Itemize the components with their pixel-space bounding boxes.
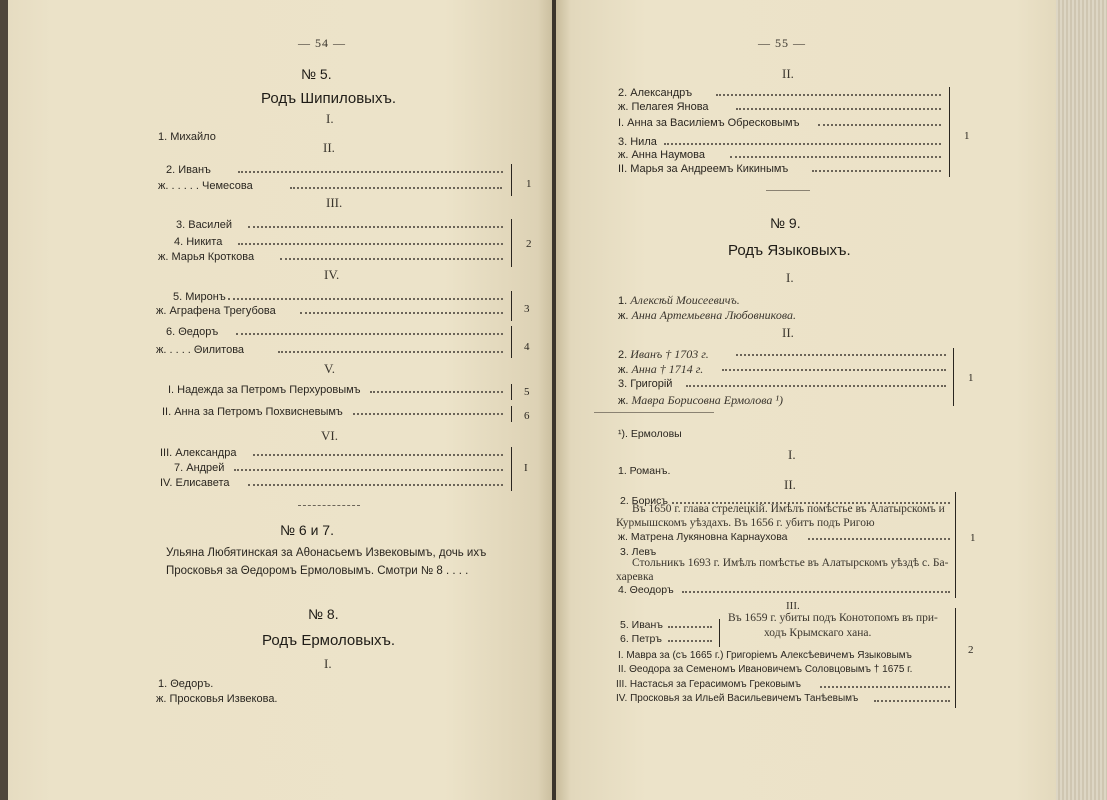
generation-numeral: I. [324,656,332,671]
brace [508,326,512,358]
generation-numeral: I. [788,447,796,462]
text-line: Ульяна Любятинская за Аθонасьемъ Извековымъ, дочь ихъ [166,547,487,559]
family-number: 2 [526,238,532,250]
family-number: 1 [968,372,974,384]
footnote-title: ¹). Ермоловы [618,428,682,440]
leader-dots [248,483,503,486]
generation-numeral: I. [326,111,334,126]
person-name: Иванъ † 1703 г. [630,347,709,361]
section-title: Родъ Шипиловыхъ. [261,90,397,107]
leader-dots [300,311,503,314]
separator-rule [766,190,810,191]
leader-dots [236,332,503,335]
family-number: 5 [524,386,530,398]
section-title: Родъ Ермоловыхъ. [262,632,396,649]
brace [508,447,512,491]
leader-dots [238,170,503,173]
entry-prefix: 1. [618,295,628,307]
daughter-entry: II. Θеодора за Семеномъ Ивановичемъ Соловцовымъ † 1675 г. [618,664,913,675]
person-entry: 4. Θеодоръ [618,584,674,596]
family-number: 1 [964,130,970,142]
person-entry: 1. Михайло [158,131,216,143]
person-entry: 1. Романъ. [618,465,671,477]
daughter-entry: I. Мавра за (съ 1665 г.) Григоріемъ Алексѣевичемъ Языковымъ [618,650,912,661]
person-name: Мавра Борисовна Ермолова ¹) [631,393,783,407]
person-name: Алексѣй Моисеевичъ. [630,293,740,307]
brace [508,164,512,196]
family-number: 3 [524,303,530,315]
leader-dots [228,297,503,300]
leader-dots [238,242,503,245]
person-entry [618,347,709,362]
family-number: 4 [524,341,530,353]
spouse-entry: ж. Аграфена Трегубова [156,305,276,317]
note-text: ходъ Крымскаго хана. [764,627,872,639]
spouse-entry: ж. . . . . Θилитова [156,344,245,356]
generation-numeral: III. [326,195,343,210]
spouse-entry [618,308,796,323]
person-entry: 2. Иванъ [166,164,211,176]
person-name: Анна † 1714 г. [631,362,704,376]
family-number: 1 [526,178,532,190]
leader-dots [716,93,941,96]
generation-numeral: II. [782,66,794,81]
spouse-entry: ж. Пелагея Янова [618,101,709,113]
brace [508,384,512,400]
person-entry: 5. Миронъ [173,291,226,303]
spouse-entry [618,393,783,408]
left-page [8,0,554,800]
leader-dots [812,169,941,172]
daughter-entry: IV. Елисавета [160,477,230,489]
brace [508,219,512,267]
leader-dots [736,107,941,110]
section-title: Родъ Языковыхъ. [728,242,851,259]
person-entry: 5. Иванъ [620,619,663,631]
person-entry: 3. Григорій [618,378,673,390]
leader-dots [736,353,946,356]
leader-dots [682,590,950,593]
leader-dots [730,155,941,158]
spouse-entry: ж. Анна Наумова [618,149,705,161]
generation-numeral: II. [782,325,794,340]
brace [952,608,956,708]
person-entry: 7. Андрей [174,462,225,474]
family-number: I [524,462,528,474]
person-entry: 2. Борисъ [620,495,668,507]
spouse-entry: ж. Матрена Лукяновна Карнаухова [618,531,788,543]
person-entry [618,293,740,308]
person-name: Анна Артемьевна Любовникова. [631,308,796,322]
leader-dots [668,625,712,628]
note-text: Курмышскомъ уѣздахъ. Въ 1656 г. убитъ подъ Ригою [616,517,875,529]
daughter-entry: II. Марья за Андреемъ Кикинымъ [618,163,789,175]
leader-dots [278,350,503,353]
leader-dots [818,123,941,126]
generation-numeral: IV. [324,267,340,282]
leader-dots [668,639,712,642]
leader-dots [248,225,503,228]
footnote-rule [594,412,714,413]
separator-rule [298,505,360,506]
leader-dots [664,142,941,145]
daughter-entry: IV. Просковья за Ильей Васильевичемъ Танѣевымъ [616,693,859,704]
brace [508,406,512,422]
brace [952,492,956,598]
generation-numeral: V. [324,361,335,376]
brace [716,619,720,647]
generation-numeral: II. [784,477,796,492]
leader-dots [686,384,946,387]
note-text: Въ 1659 г. убиты подъ Конотопомъ въ при- [728,612,938,624]
entry-prefix: ж. [618,310,629,322]
daughter-entry: II. Анна за Петромъ Похвисневымъ [162,406,343,418]
spouse-entry: ж. . . . . . Чемесова [158,180,253,192]
page-number: — 55 — [758,36,806,50]
note-text: Стольникъ 1693 г. Имѣлъ помѣстье въ Алатырскомъ уѣздѣ с. Ба- [632,557,949,569]
generation-numeral: I. [786,270,794,285]
entry-prefix: ж. [618,364,629,376]
leader-dots [290,186,502,189]
leader-dots [820,685,950,688]
family-number: 1 [970,532,976,544]
text-line: Просковья за Θедоромъ Ермоловымъ. Смотри № 8 . . . . [166,565,469,577]
leader-dots [234,468,503,471]
person-entry: 3. Василей [176,219,233,231]
family-number: 6 [524,410,530,422]
generation-numeral: III. [786,600,800,612]
section-number: № 6 и 7. [280,522,334,538]
spouse-entry [618,362,703,377]
section-number: № 5. [301,66,332,82]
entry-prefix: ж. [618,395,629,407]
person-entry: 3. Левъ [620,546,657,558]
person-entry: 6. Петръ [620,633,662,645]
person-entry: 6. Θедоръ [166,326,219,338]
generation-numeral: II. [323,140,335,155]
section-number: № 9. [770,215,801,231]
leader-dots [253,453,503,456]
person-entry: 1. Θедоръ. [158,678,214,690]
daughter-entry: III. Настасья за Герасимомъ Грековымъ [616,679,802,690]
leader-dots [280,257,503,260]
person-entry: 3. Нила [618,136,657,148]
leader-dots [353,412,503,415]
leader-dots [808,537,950,540]
brace [946,87,950,177]
page-stack-edge [1056,0,1107,800]
note-text: Въ 1650 г. глава стрелецкій. Имѣлъ помѣстье въ Алатырскомъ и [632,503,945,515]
page-number: — 54 — [298,36,346,50]
leader-dots [722,368,946,371]
spouse-entry: ж. Просковья Извекова. [156,693,278,705]
person-entry: 4. Никита [174,236,223,248]
leader-dots [874,699,950,702]
section-number: № 8. [308,606,339,622]
note-text: харевка [616,571,654,583]
person-entry: 2. Александръ [618,87,693,99]
entry-prefix: 2. [618,349,628,361]
right-page [556,0,1056,800]
daughter-entry: I. Анна за Василіемъ Обресковымъ [618,117,800,129]
brace [950,348,954,406]
daughter-entry: I. Надежда за Петромъ Перхуровымъ [168,384,361,396]
generation-numeral: VI. [321,428,338,443]
leader-dots [370,390,503,393]
daughter-entry: III. Александра [160,447,237,459]
brace [508,291,512,321]
family-number: 2 [968,644,974,656]
spouse-entry: ж. Марья Кроткова [158,251,255,263]
